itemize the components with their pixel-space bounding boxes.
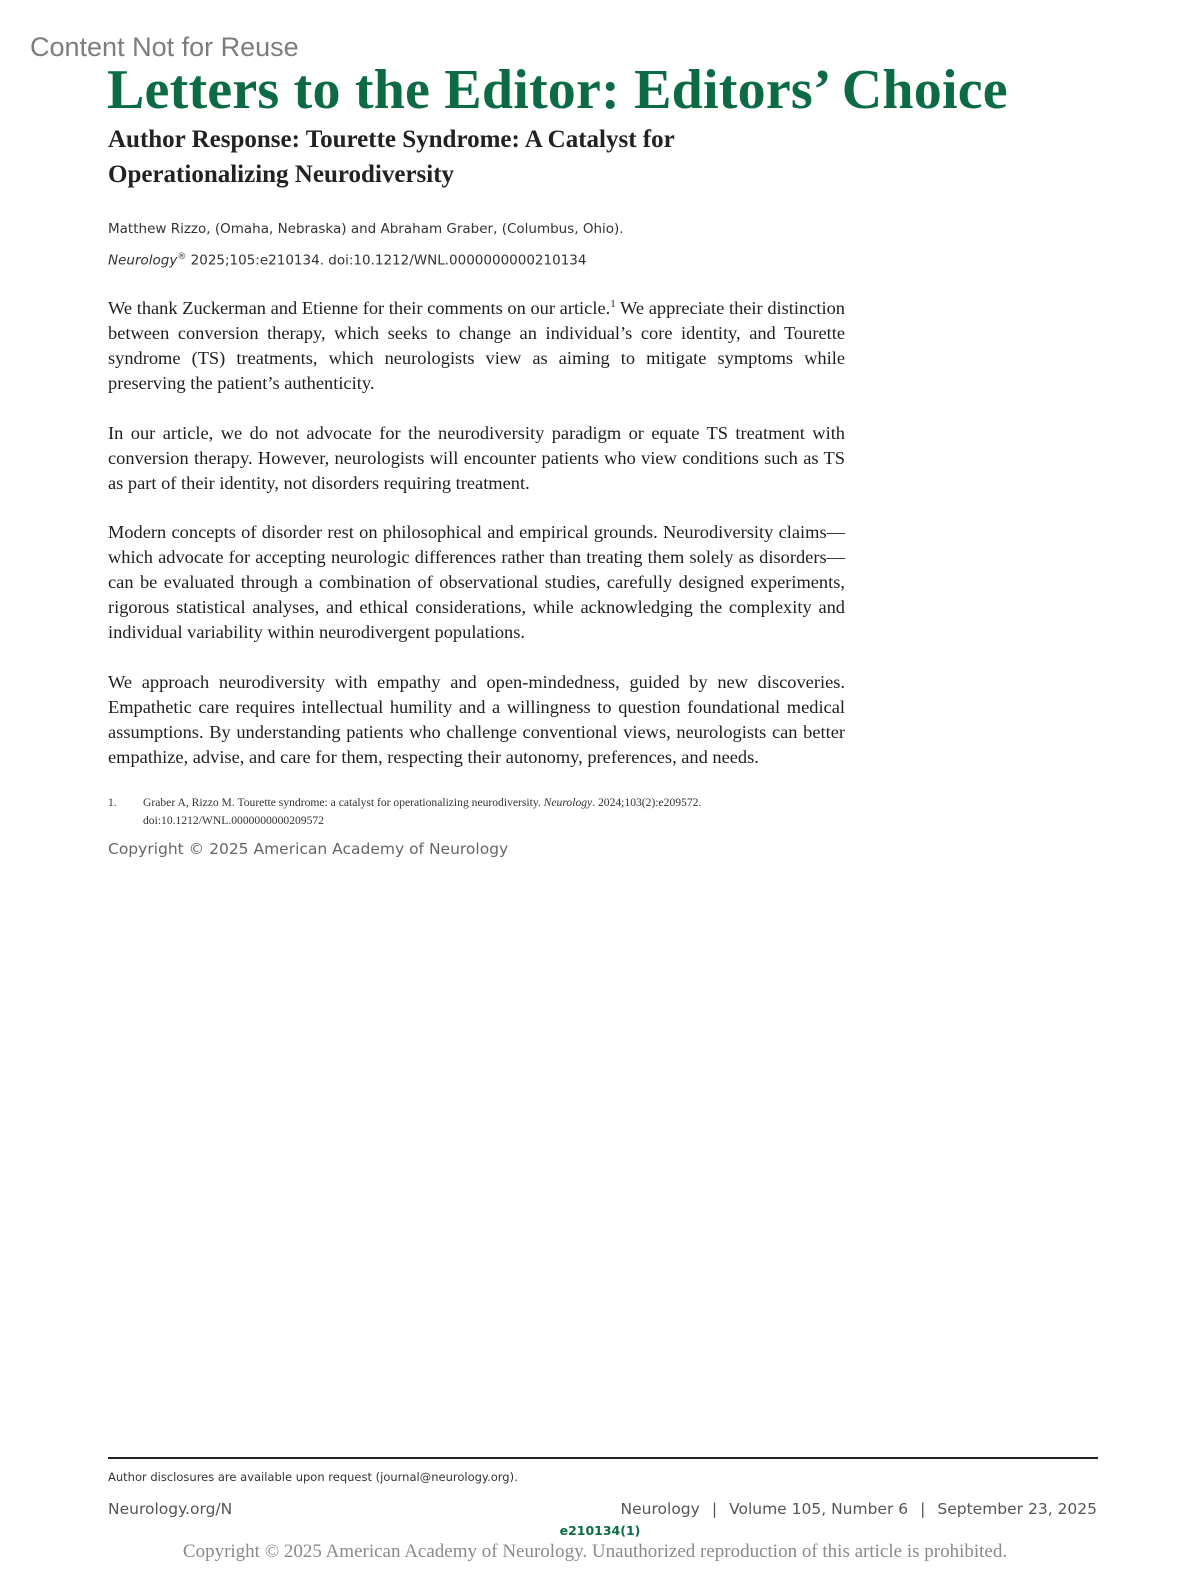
- footer-journal: Neurology: [620, 1500, 700, 1518]
- body-paragraph-2: In our article, we do not advocate for the neurodiversity paradigm or equate TS treatment with conversion therapy. However, neurologists will encounter patients who view conditions such as TS as part of their identity, not disorders requiring treatment.: [108, 422, 845, 493]
- article-citation: [108, 252, 586, 269]
- section-title: Letters to the Editor: Editors’ Choice: [107, 59, 1008, 121]
- body-paragraph-1-text-b: We appreciate their distinction between conversion therapy, which seeks to change an individual’s core identity, and Tourette syndrome (TS) treatments, which neurologists view as aiming to mitigate symptoms while preserving the patient’s authenticity.: [108, 298, 845, 393]
- citation-journal: Neurology: [108, 252, 178, 269]
- watermark-text: Content Not for Reuse: [30, 32, 299, 62]
- reference-text-b: . 2024;103(2):e209572. doi:10.1212/WNL.0000000000209572: [143, 796, 702, 827]
- reproduction-notice: Copyright © 2025 American Academy of Neurology. Unauthorized reproduction of this article is prohibited.: [182, 1541, 1008, 1562]
- reference-list: [108, 794, 845, 830]
- article-body: [108, 296, 845, 794]
- footer-site-link[interactable]: Neurology.org/N: [108, 1500, 233, 1518]
- footer-date: September 23, 2025: [937, 1500, 1097, 1518]
- reference-number: 1.: [108, 796, 117, 809]
- registered-mark: ®: [177, 252, 187, 262]
- citation-details: 2025;105:e210134. doi:10.1212/WNL.0000000000210134: [186, 252, 587, 269]
- footer-separator: |: [920, 1500, 926, 1518]
- reference-marker-1[interactable]: 1: [610, 297, 616, 310]
- body-paragraph-1-text-a: We thank Zuckerman and Etienne for their comments on our article.: [108, 298, 611, 318]
- body-paragraph-3: Modern concepts of disorder rest on philosophical and empirical grounds. Neurodiversity claims—which advocate for accepting neurologic differences rather than treating them solely as disorders—can be evaluated through a combination of observational studies, carefully designed experiments, rigorous statistical analyses, and ethical considerations, while acknowledging the complexity and individual variability within neurodivergent populations.: [108, 522, 845, 643]
- author-byline: Matthew Rizzo, (Omaha, Nebraska) and Abraham Graber, (Columbus, Ohio).: [108, 221, 624, 237]
- footer-issue-info: [621, 1500, 1097, 1518]
- reference-text-a: Graber A, Rizzo M. Tourette syndrome: a catalyst for operationalizing neurodiversity.: [143, 796, 544, 809]
- body-paragraph-1: [108, 296, 845, 396]
- footer-divider: [108, 1457, 1098, 1459]
- copyright-line: Copyright © 2025 American Academy of Neurology: [108, 840, 509, 858]
- page-identifier: e210134(1): [559, 1523, 641, 1538]
- reference-journal: Neurology: [543, 796, 593, 809]
- article-title: Author Response: Tourette Syndrome: A Catalyst for Operationalizing Neurodiversity: [108, 126, 675, 188]
- footer-separator: |: [711, 1500, 718, 1518]
- disclosures-note: Author disclosures are available upon request (journal@neurology.org).: [108, 1470, 518, 1484]
- reference-item: [108, 794, 845, 830]
- footer-volume: Volume 105, Number 6: [729, 1500, 909, 1518]
- reference-text: [143, 794, 845, 830]
- body-paragraph-4: We approach neurodiversity with empathy and open-mindedness, guided by new discoveries. Empathetic care requires intellectual humility and a willingness to question foundational medical assumptions. By understanding patients who challenge conventional views, neurologists can better empathize, advise, and care for them, respecting their autonomy, preferences, and needs.: [108, 671, 845, 767]
